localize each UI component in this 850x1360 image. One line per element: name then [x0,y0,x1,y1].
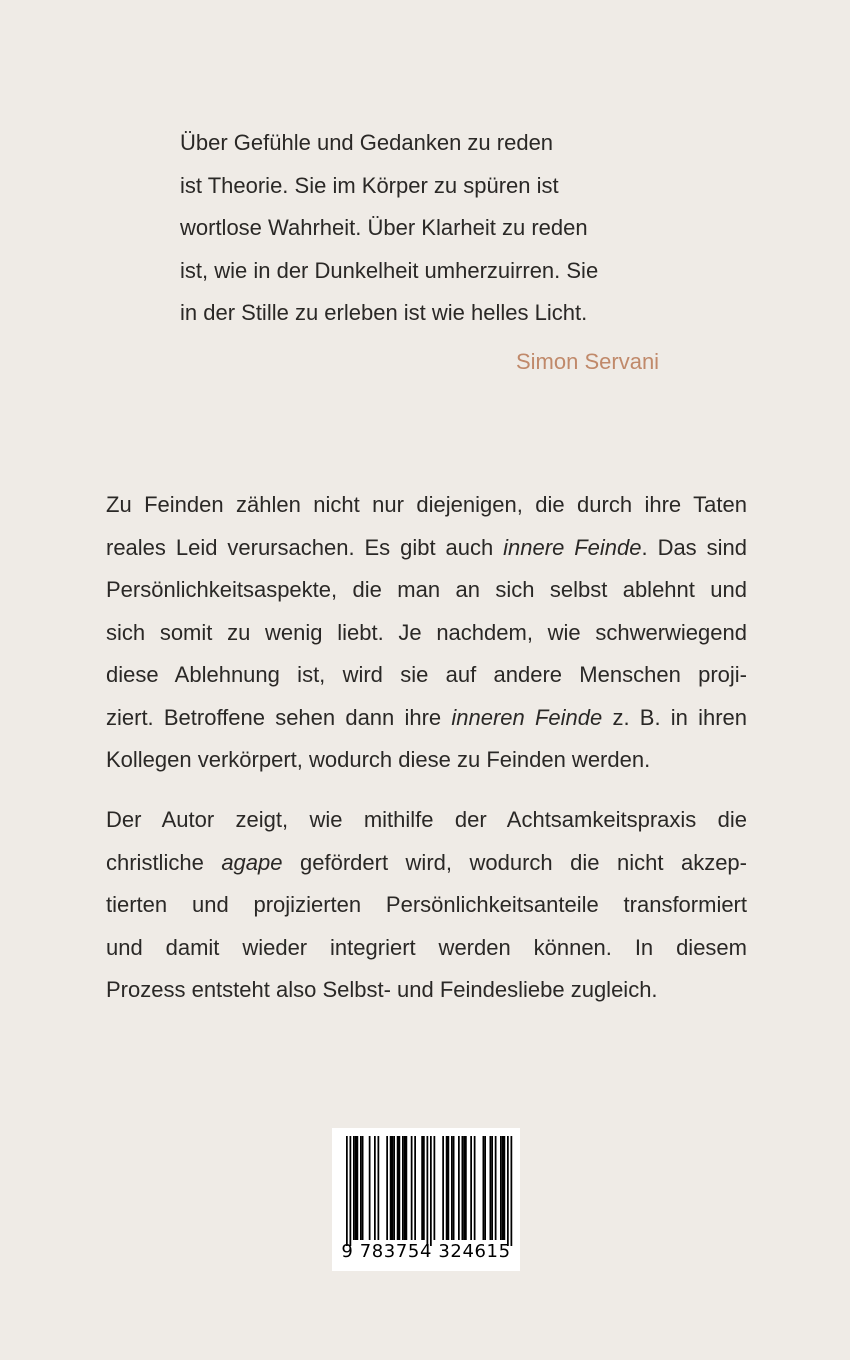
barcode-bar [402,1136,404,1240]
barcode-bar [397,1136,399,1240]
quote-line: in der Stille zu erleben ist wie helles Licht. [180,300,588,325]
blurb-line: ziert. Betroffene sehen dann ihre inneren Feinde z. B. in ihren [106,704,748,730]
barcode-bar [430,1136,432,1246]
barcode-bar [446,1136,448,1240]
barcode-bar [411,1136,413,1240]
blurb-paragraph-2 [106,799,747,1012]
barcode-bar [502,1136,504,1240]
barcode-bar [453,1136,455,1240]
quote-line: Über Gefühle und Gedanken zu reden [180,130,554,155]
blurb-line: tierten und projizierten Persönlichkeitsanteile transformiert [106,892,747,917]
barcode-bar [465,1136,467,1240]
barcode-bar [462,1136,464,1240]
barcode-bar [374,1136,376,1240]
blurb-line: Zu Feinden zählen nicht nur diejenigen, die durch ihre Taten [106,492,747,517]
blurb-line: Der Autor zeigt, wie mithilfe der Achtsamkeitspraxis die [106,807,747,832]
barcode-bar [404,1136,406,1240]
barcode-bar [393,1136,395,1240]
barcode-bar [414,1136,416,1240]
blurb-line: sich somit zu wenig liebt. Je nachdem, wie schwerwiegend [106,619,747,645]
italic-term: innere Feinde [503,534,642,560]
blurb-line: diese Ablehnung ist, wird sie auf andere Menschen proji- [106,662,747,687]
barcode-bar [463,1136,465,1240]
barcode-bar [346,1136,348,1246]
blurb-line: reales Leid verursachen. Es gibt auch innere Feinde. Das sind [106,534,747,560]
barcode-bar [434,1136,436,1240]
barcode-bar [362,1136,364,1240]
barcode-bar [355,1136,357,1240]
barcode-bar [369,1136,371,1240]
blurb-paragraph-1 [106,484,747,782]
epigraph-quote [180,122,680,335]
barcode-bar [500,1136,502,1240]
italic-term: agape [221,849,283,875]
barcode-bar [448,1136,450,1240]
quote-line: ist Theorie. Sie im Körper zu spüren ist [180,172,559,198]
barcode-bar [360,1136,362,1240]
barcode-bar [406,1136,408,1240]
blurb-line: und damit wieder integriert werden können. In diesem [106,934,747,960]
isbn-barcode [332,1128,520,1271]
barcode-bar [350,1136,352,1246]
barcode-bar [442,1136,444,1240]
barcode-bar [470,1136,472,1240]
barcode-bar [483,1136,485,1240]
blurb-line: Prozess entsteht also Selbst- und Feindesliebe zugleich. [106,977,658,1002]
italic-term: inneren Feinde [451,704,603,730]
barcode-bar [474,1136,476,1240]
barcode-bar [507,1136,509,1246]
barcode-bar [390,1136,392,1240]
barcode-bar [386,1136,388,1240]
barcode-digits: 9 783754 324615 [341,1241,511,1262]
barcode-bar [484,1136,486,1240]
quote-line: wortlose Wahrheit. Über Klarheit zu reden [180,215,588,240]
barcode-bar [378,1136,380,1240]
blurb-line: christliche agape gefördert wird, wodurch die nicht akzep- [106,849,747,875]
barcode-bar [427,1136,429,1246]
blurb-line: Persönlichkeitsaspekte, die man an sich selbst ablehnt und [106,577,747,602]
blurb-line: Kollegen verkörpert, wodurch diese zu Feinden werden. [106,747,651,772]
barcode-bar [392,1136,394,1240]
barcode-bar [491,1136,493,1240]
barcode-bar [421,1136,423,1240]
quote-line: ist, wie in der Dunkelheit umherzuirren. Sie [180,257,599,283]
barcode-bar [423,1136,425,1240]
barcode-bar [495,1136,497,1240]
barcode-bar [451,1136,453,1240]
barcode-bar [399,1136,401,1240]
barcode-bar [458,1136,460,1240]
barcode-bar [511,1136,513,1246]
barcode-bar [353,1136,355,1240]
barcode-bar [504,1136,506,1240]
barcode-bar [490,1136,492,1240]
quote-author: Simon Servani [516,349,660,374]
barcode-bar [357,1136,359,1240]
